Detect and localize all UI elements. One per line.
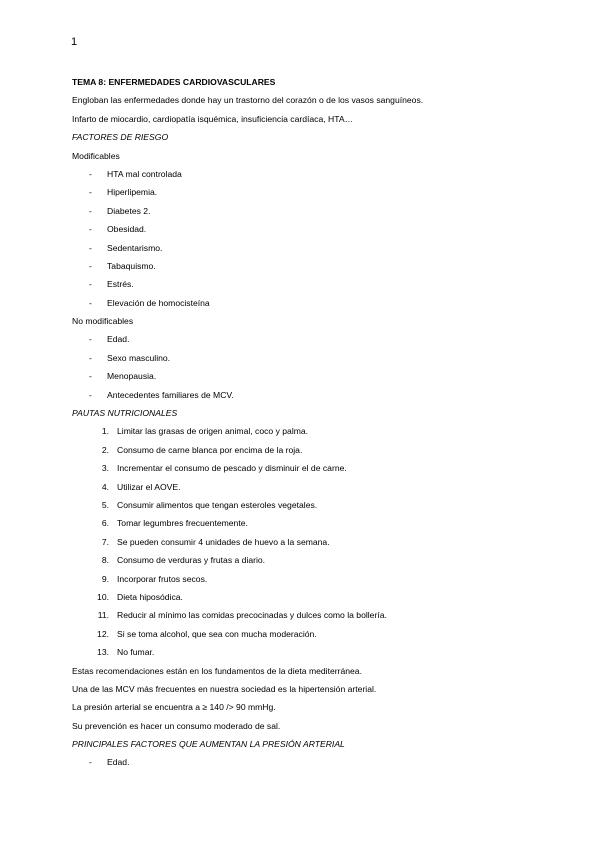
list-item bbox=[72, 330, 552, 348]
list-item-text: Diabetes 2. bbox=[107, 205, 151, 216]
bullet-marker: - bbox=[89, 297, 92, 308]
non-modifiable-list bbox=[72, 330, 552, 404]
closing-paragraph-4: Su prevención es hacer un consumo moderado de sal. bbox=[72, 720, 281, 731]
list-number: 10. bbox=[97, 591, 109, 602]
list-item-text: Sedentarismo. bbox=[107, 242, 163, 253]
bullet-marker: - bbox=[89, 224, 92, 235]
list-number: 7. bbox=[101, 536, 109, 547]
pressure-factors-list bbox=[72, 753, 552, 771]
intro-paragraph-2: Infarto de miocardio, cardiopatía isquémica, insuficiencia cardíaca, HTA… bbox=[72, 113, 354, 124]
pressure-factors-heading: PRINCIPALES FACTORES QUE AUMENTAN LA PRESIÓN ARTERIAL bbox=[72, 739, 345, 750]
bullet-marker: - bbox=[89, 242, 92, 253]
list-item-text: Obesidad. bbox=[107, 224, 147, 235]
list-item bbox=[72, 588, 552, 606]
list-item bbox=[72, 294, 552, 312]
list-item bbox=[72, 183, 552, 201]
list-item bbox=[72, 570, 552, 588]
closing-paragraph-1: Estas recomendaciones están en los fundamentos de la dieta mediterránea. bbox=[72, 665, 362, 676]
closing-paragraph-3: La presión arterial se encuentra a ≥ 140 /> 90 mmHg. bbox=[72, 702, 276, 713]
list-item bbox=[72, 514, 552, 532]
list-item bbox=[72, 441, 552, 459]
list-item bbox=[72, 275, 552, 293]
list-item-text: Utilizar el AOVE. bbox=[117, 481, 181, 492]
list-item bbox=[72, 625, 552, 643]
list-number: 12. bbox=[97, 628, 109, 639]
list-item-text: Tabaquismo. bbox=[107, 260, 156, 271]
list-item bbox=[72, 753, 552, 771]
bullet-marker: - bbox=[89, 757, 92, 768]
document-content bbox=[72, 73, 552, 772]
list-item bbox=[72, 422, 552, 440]
modifiable-label: Modificables bbox=[72, 150, 120, 161]
bullet-marker: - bbox=[89, 334, 92, 345]
list-number: 3. bbox=[101, 463, 109, 474]
list-item bbox=[72, 386, 552, 404]
list-item-text: Limitar las grasas de origen animal, coco y palma. bbox=[117, 426, 309, 437]
list-item-text: Menopausia. bbox=[107, 371, 157, 382]
list-number: 8. bbox=[101, 555, 109, 566]
list-item bbox=[72, 220, 552, 238]
list-item bbox=[72, 349, 552, 367]
list-item bbox=[72, 551, 552, 569]
list-item-text: Estrés. bbox=[107, 279, 134, 290]
bullet-marker: - bbox=[89, 168, 92, 179]
list-number: 9. bbox=[101, 573, 109, 584]
bullet-marker: - bbox=[89, 205, 92, 216]
list-item bbox=[72, 367, 552, 385]
list-number: 5. bbox=[101, 499, 109, 510]
list-number: 6. bbox=[101, 518, 109, 529]
list-item-text: Consumir alimentos que tengan esteroles vegetales. bbox=[117, 499, 318, 510]
list-number: 1. bbox=[101, 426, 109, 437]
list-item bbox=[72, 257, 552, 275]
intro-paragraph-1: Engloban las enfermedades donde hay un trastorno del corazón o de los vasos sanguíneos. bbox=[72, 95, 424, 106]
list-item bbox=[72, 643, 552, 661]
modifiable-list bbox=[72, 165, 552, 312]
list-item-text: Edad. bbox=[107, 334, 130, 345]
list-number: 13. bbox=[97, 647, 109, 658]
list-item-text: Antecedentes familiares de MCV. bbox=[107, 389, 234, 400]
list-item-text: Hiperlipemia. bbox=[107, 187, 158, 198]
nutrition-heading: PAUTAS NUTRICIONALES bbox=[72, 408, 178, 419]
list-item bbox=[72, 606, 552, 624]
list-item-text: Sexo masculino. bbox=[107, 352, 171, 363]
list-item bbox=[72, 239, 552, 257]
document-title: TEMA 8: ENFERMEDADES CARDIOVASCULARES bbox=[72, 77, 276, 87]
list-item-text: No fumar. bbox=[117, 647, 155, 658]
list-item-text: Incorporar frutos secos. bbox=[117, 573, 208, 584]
list-item bbox=[72, 165, 552, 183]
closing-paragraph-2: Una de las MCV más frecuentes en nuestra sociedad es la hipertensión arterial. bbox=[72, 683, 377, 694]
list-item-text: Dieta hiposódica. bbox=[117, 591, 183, 602]
list-item-text: HTA mal controlada bbox=[107, 168, 182, 179]
list-item-text: Elevación de homocisteína bbox=[107, 297, 210, 308]
list-item-text: Consumo de verduras y frutas a diario. bbox=[117, 555, 266, 566]
list-item bbox=[72, 459, 552, 477]
list-item-text: Consumo de carne blanca por encima de la roja. bbox=[117, 444, 303, 455]
list-item-text: Edad. bbox=[107, 757, 130, 768]
list-number: 4. bbox=[101, 481, 109, 492]
bullet-marker: - bbox=[89, 389, 92, 400]
page-number: 1 bbox=[71, 36, 78, 48]
list-item-text: Si se toma alcohol, que sea con mucha moderación. bbox=[117, 628, 317, 639]
nutrition-list bbox=[72, 422, 552, 661]
non-modifiable-label: No modificables bbox=[72, 316, 134, 327]
list-item-text: Reducir al mínimo las comidas precocinadas y dulces como la bollería. bbox=[117, 610, 387, 621]
list-number: 2. bbox=[101, 444, 109, 455]
list-item bbox=[72, 478, 552, 496]
bullet-marker: - bbox=[89, 279, 92, 290]
list-number: 11. bbox=[97, 610, 109, 621]
list-item bbox=[72, 496, 552, 514]
list-item-text: Se pueden consumir 4 unidades de huevo a la semana. bbox=[117, 536, 330, 547]
list-item bbox=[72, 202, 552, 220]
list-item-text: Incrementar el consumo de pescado y disminuir el de carne. bbox=[117, 463, 347, 474]
risk-factors-heading: FACTORES DE RIESGO bbox=[72, 132, 169, 143]
list-item bbox=[72, 533, 552, 551]
bullet-marker: - bbox=[89, 371, 92, 382]
bullet-marker: - bbox=[89, 260, 92, 271]
list-item-text: Tomar legumbres frecuentemente. bbox=[117, 518, 248, 529]
bullet-marker: - bbox=[89, 352, 92, 363]
bullet-marker: - bbox=[89, 187, 92, 198]
